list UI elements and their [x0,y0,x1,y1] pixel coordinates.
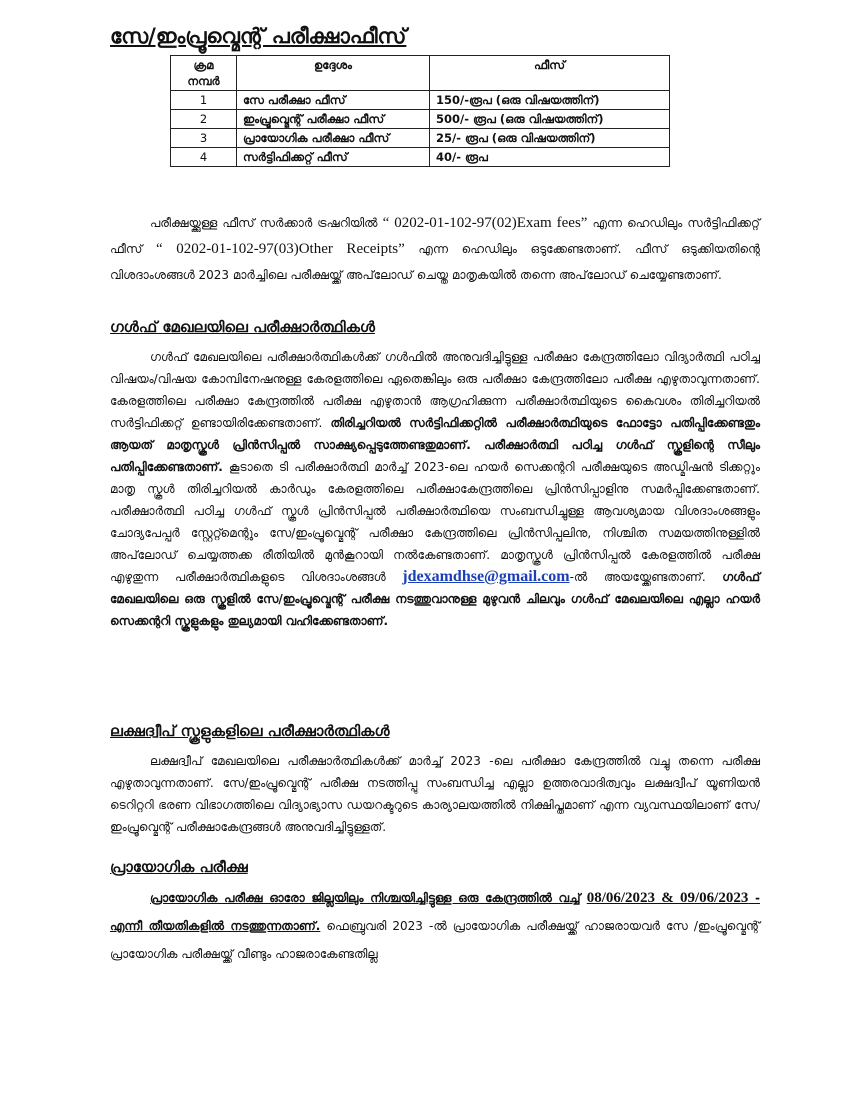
header-serial: ക്രമ നമ്പർ [171,56,237,91]
fee-table-header [171,56,670,91]
table-row [171,110,670,129]
row-fee: 150/-രൂപ (ഒരു വിഷയത്തിന്) [430,91,670,110]
gulf-bold-1: തിരിച്ചറിയൽ സർട്ടിഫിക്കറ്റിൽ പരീക്ഷാർത്ഥിയുടെ ഫോട്ടോ പതിപ്പിക്കേണ്ടതും ആയത് മാതൃസ്കൂൾ പ്രിൻസിപ്പൽ സാക്ഷ്യപ്പെടുത്തേണ്ടതുമാണ്. പരീക്ഷാർത്ഥി പഠിച്ച ഗൾഫ് സ്കൂളിന്റെ സീലും പതിപ്പിക്കേണ്ടതാണ്. [110,416,760,474]
fee-text-3: എന്ന ഹെഡിലും ഒടുക്കേണ്ടതാണ്. ഫീസ് ഒടുക്കിയതിന്റെ വിശദാംശങ്ങൾ 2023 മാർച്ചിലെ പരീക്ഷയ്ക്ക് അപ്‌ലോഡ് ചെയ്ത മാതൃകയിൽ തന്നെ അപ്‌ലോഡ് ചെയ്യേണ്ടതാണ്. [110,242,760,282]
row-purpose: പ്രായോഗിക പരീക്ഷാ ഫീസ് [237,129,430,148]
gulf-section-heading: ഗൾഫ് മേഖലയിലെ പരീക്ഷാർത്ഥികൾ [110,318,375,336]
row-fee: 500/- രൂപ (ഒരു വിഷയത്തിന്) [430,110,670,129]
row-serial: 4 [171,148,237,167]
row-purpose: സർട്ടിഫിക്കറ്റ് ഫീസ് [237,148,430,167]
lakshadweep-paragraph: ലക്ഷദ്വീപ് മേഖലയിലെ പരീക്ഷാർത്ഥികൾക്ക് മാർച്ച് 2023 -ലെ പരീക്ഷാ കേന്ദ്രത്തിൽ വച്ചു തന്നെ പരീക്ഷ എഴുതാവുന്നതാണ്. സേ/ഇംപ്രൂവ്മെന്റ് പരീക്ഷ നടത്തിപ്പു സംബന്ധിച്ച എല്ലാ ഉത്തരവാദിത്വവും ലക്ഷദ്വീപ് യൂണിയൻ ടെറിറ്ററി ഭരണ വിഭാഗത്തിലെ വിദ്യാഭ്യാസ ഡയറക്ടറുടെ കാര്യാലയത്തിൽ നിക്ഷിപ്തമാണ് എന്ന വ്യവസ്ഥയിലാണ് സേ/ ഇംപ്രൂവ്മെന്റ് പരീക്ഷാകേന്ദ്രങ്ങൾ അനുവദിച്ചിട്ടുള്ളത്. [110,754,760,834]
gulf-text-3: -ൽ അയയ്ക്കേണ്ടതാണ്. [569,570,723,584]
row-serial: 2 [171,110,237,129]
row-fee: 25/- രൂപ (ഒരു വിഷയത്തിന്) [430,129,670,148]
header-fee: ഫീസ് [430,56,670,91]
header-purpose: ഉദ്ദേശം [237,56,430,91]
practical-bold-1: പ്രായോഗിക പരീക്ഷ ഓരോ ജില്ലയിലും നിശ്ചയിച്ചിട്ടുള്ള ഒരു കേന്ദ്രത്തിൽ വച്ച് [150,891,581,905]
practical-dates: 08/06/2023 & 09/06/2023 [586,890,749,906]
gulf-text-2: കൂടാതെ ടി പരീക്ഷാർത്ഥി മാർച്ച് 2023-ലെ ഹയർ സെക്കന്ററി പരീക്ഷയുടെ അഡ്മിഷൻ ടിക്കറ്റും മാതൃ സ്കൂൾ തിരിച്ചറിയൽ കാർഡും കേരളത്തിലെ പരീക്ഷാകേന്ദ്രത്തിലെ പ്രിൻസിപ്പാളിനു സമർപ്പിക്കേണ്ടതാണ്. പരീക്ഷാർത്ഥി പഠിച്ച ഗൾഫ് സ്കൂൾ പ്രിൻസിപ്പൽ പരീക്ഷാർത്ഥിയെ സംബന്ധിച്ചുള്ള ആവശ്യമായ വിശദാംശങ്ങളും ചോദ്യപേപ്പർ സ്റ്റേറ്റ്മെന്റും സേ/ഇംപ്രൂവ്മെന്റ് പരീക്ഷാ കേന്ദ്രത്തിലെ പ്രിൻസിപ്പലിനു, നിശ്ചിത സമയത്തിനുള്ളിൽ അപ്‌ലോഡ് ചെയ്യത്തക്ക രീതിയിൽ മുൻകൂറായി നൽകേണ്ടതാണ്. മാതൃസ്കൂൾ പ്രിൻസിപ്പൽ കേരളത്തിൽ പരീക്ഷ എഴുതുന്ന പരീക്ഷാർത്ഥികളുടെ വിശദാംശങ്ങൾ [110,460,760,584]
fee-payment-paragraph [110,210,760,288]
row-fee: 40/- രൂപ [430,148,670,167]
table-row [171,129,670,148]
page-title: സേ/ഇംപ്രൂവ്മെന്റ് പരീക്ഷാഫീസ് [110,24,407,48]
gulf-text-1: ഗൾഫ് മേഖലയിലെ പരീക്ഷാർത്ഥികൾക്ക് ഗൾഫിൽ അനുവദിച്ചിട്ടുള്ള പരീക്ഷാ കേന്ദ്രത്തിലോ വിദ്യാർത്ഥി പഠിച്ച വിഷയം/വിഷയ കോമ്പിനേഷനുള്ള കേരളത്തിലെ ഏതെങ്കിലും ഒരു പരീക്ഷാ കേന്ദ്രത്തിലോ പരീക്ഷ എഴുതാവുന്നതാണ്. കേരളത്തിലെ പരീക്ഷാ കേന്ദ്രത്തിൽ പരീക്ഷ എഴുതാൻ ആഗ്രഹിക്കുന്ന പരീക്ഷാർത്ഥിയുടെ കൈവശം തിരിച്ചറിയൽ സർട്ടിഫിക്കറ്റ് ഉണ്ടായിരിക്കേണ്ടതാണ്. [110,350,760,430]
lakshadweep-section-heading: ലക്ഷദ്വീപ് സ്കൂളുകളിലെ പരീക്ഷാർത്ഥികൾ [110,722,390,740]
treasury-head-other-receipts: “ 0202-01-102-97(03)Other Receipts” [155,241,405,257]
practical-text: ഫെബ്രുവരി 2023 -ൽ പ്രായോഗിക പരീക്ഷയ്ക്ക് ഹാജരായവർ സേ /ഇംപ്രൂവ്മെന്റ് പ്രായോഗിക പരീക്ഷയ്ക്ക് വീണ്ടും ഹാജരാകേണ്ടതില്ല [110,919,761,961]
fee-text-2: എന്ന ഹെഡിലും സർട്ടിഫിക്കറ്റ് ഫീസ് [110,216,760,256]
table-row [171,91,670,110]
gulf-bold-2: ഗൾഫ് മേഖലയിലെ ഒരു സ്കൂളിൽ സേ/ഇംപ്രൂവ്മെന്റ് പരീക്ഷ നടത്തുവാനുള്ള മുഴുവൻ ചിലവും ഗൾഫ് മേഖലയിലെ എല്ലാ ഹയർ സെക്കന്ററി സ്കൂളുകളും തുല്യമായി വഹിക്കേണ്ടതാണ്. [110,570,760,628]
practical-section-heading: പ്രായോഗിക പരീക്ഷ [110,858,248,876]
table-row [171,148,670,167]
gulf-paragraph [110,346,760,632]
email-link[interactable]: jdexamdhse@gmail.com [402,568,570,585]
practical-paragraph [110,884,760,968]
practical-bold-2: - എന്നീ തീയതികളിൽ നടത്തുന്നതാണ്. [110,891,760,933]
row-purpose: സേ പരീക്ഷാ ഫീസ് [237,91,430,110]
fee-table [170,55,670,167]
row-serial: 1 [171,91,237,110]
treasury-head-exam-fees: “ 0202-01-102-97(02)Exam fees” [382,215,588,231]
row-serial: 3 [171,129,237,148]
fee-text-1: പരീക്ഷയ്ക്കുള്ള ഫീസ് സർക്കാർ ട്രഷറിയിൽ [150,216,383,230]
row-purpose: ഇംപ്രൂവ്മെന്റ് പരീക്ഷാ ഫീസ് [237,110,430,129]
